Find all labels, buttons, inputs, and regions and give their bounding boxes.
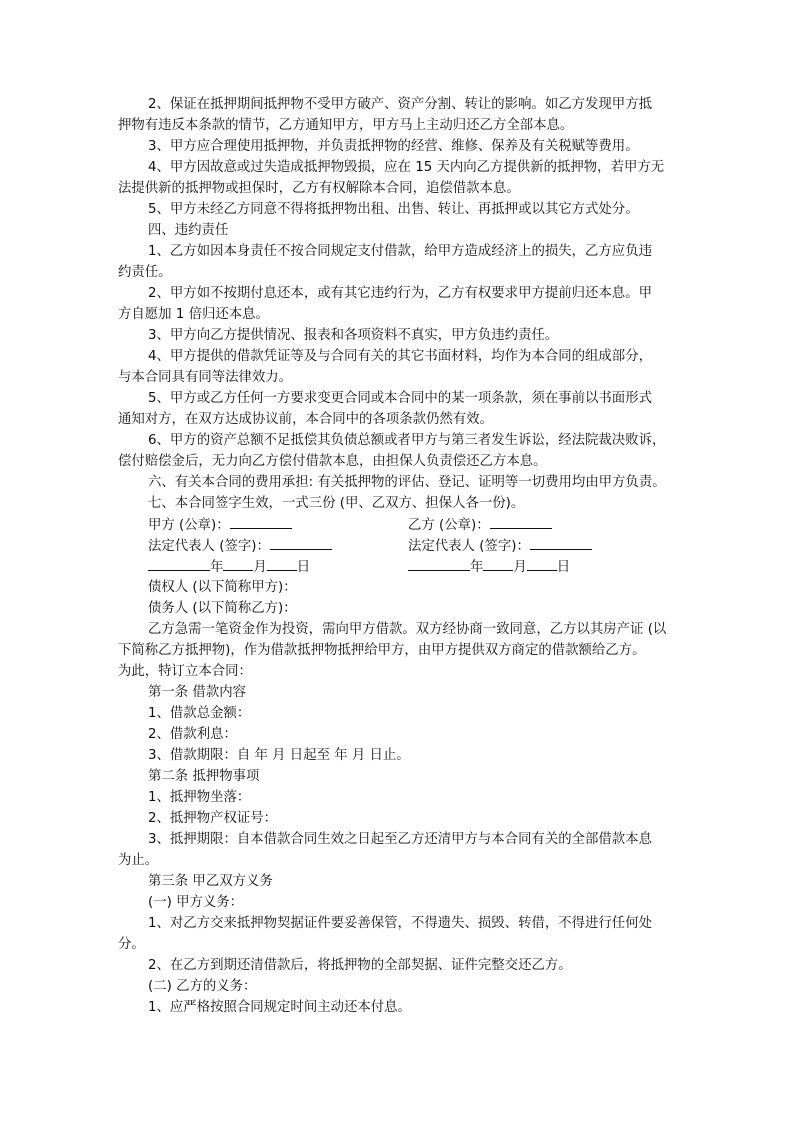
text-line: 约责任。 <box>118 265 172 280</box>
text-line: 6、甲方的资产总额不足抵偿其负债总额或者甲方与第三者发生诉讼，经法院裁决败诉， <box>148 433 666 448</box>
representative-row <box>118 535 678 556</box>
document-page <box>118 94 678 1018</box>
party-a-date: 年 月 日 <box>148 556 310 578</box>
text-line: 第二条 抵押物事项 <box>148 769 260 784</box>
text-line: 四、违约责任 <box>148 223 229 238</box>
text-line: 偿付赔偿金后，无力向乙方偿付借款本息，由担保人负责偿还乙方本息。 <box>118 454 547 469</box>
party-a-seal: 甲方 (公章)： <box>148 514 292 536</box>
text-line: 与本合同具有同等法律效力。 <box>118 370 293 385</box>
text-line: 5、甲方未经乙方同意不得将抵押物出租、出售、转让、再抵押或以其它方式处分。 <box>148 202 639 217</box>
text-line: 4、甲方提供的借款凭证等及与合同有关的其它书面材料，均作为本合同的组成部分， <box>148 349 652 364</box>
text-line: 2、保证在抵押期间抵押物不受甲方破产、资产分割、转让的影响。如乙方发现甲方抵 <box>148 97 652 112</box>
party-a-representative: 法定代表人 (签字)： <box>148 535 332 557</box>
text-line: 乙方急需一笔资金作为投资，需向甲方借款。双方经协商一致同意，乙方以其房产证 (以 <box>148 622 667 637</box>
text-line: 3、借款期限：自 年 月 日起至 年 月 日止。 <box>148 748 410 763</box>
text-line: (二) 乙方的义务： <box>148 979 257 994</box>
text-line: 2、甲方如不按期付息还本，或有其它违约行为，乙方有权要求甲方提前归还本息。甲 <box>148 286 652 301</box>
text-line: 2、在乙方到期还清借款后，将抵押物的全部契据、证件完整交还乙方。 <box>148 958 572 973</box>
text-line: 法提供新的抵押物或担保时，乙方有权解除本合同，追偿借款本息。 <box>118 181 520 196</box>
party-b-seal: 乙方 (公章)： <box>408 514 552 536</box>
text-line: 分。 <box>118 937 145 952</box>
text-line: 下简称乙方抵押物)，作为借款抵押物抵押给甲方，由甲方提供双方商定的借款额给乙方。 <box>118 643 646 658</box>
text-line: 1、抵押物坐落： <box>148 790 251 805</box>
text-line: 3、抵押期限：自本借款合同生效之日起至乙方还清甲方与本合同有关的全部借款本息 <box>148 832 652 847</box>
text-line: 为止。 <box>118 853 159 868</box>
text-line: 债权人 (以下简称甲方)： <box>148 580 297 595</box>
text-line: 押物有违反本条款的情节，乙方通知甲方，甲方马上主动归还乙方全部本息。 <box>118 118 574 133</box>
text-line: 1、借款总金额： <box>148 706 251 721</box>
text-line: 3、甲方应合理使用抵押物，并负责抵押物的经营、维修、保养及有关税赋等费用。 <box>148 139 639 154</box>
text-line: (一) 甲方义务： <box>148 895 244 910</box>
text-line: 方自愿加 1 倍归还本息。 <box>118 307 269 322</box>
text-line: 5、甲方或乙方任何一方要求变更合同或本合同中的某一项条款，须在事前以书面形式 <box>148 391 652 406</box>
text-line: 第一条 借款内容 <box>148 685 246 700</box>
text-line: 3、甲方向乙方提供情况、报表和各项资料不真实，甲方负违约责任。 <box>148 328 559 343</box>
text-line: 1、对乙方交来抵押物契据证件要妥善保管，不得遗失、损毁、转借，不得进行任何处 <box>148 916 652 931</box>
date-row <box>118 556 678 577</box>
text-line: 七、本合同签字生效，一式三份 (甲、乙双方、担保人各一份)。 <box>148 496 525 511</box>
text-line: 通知对方，在双方达成协议前，本合同中的各项条款仍然有效。 <box>118 412 493 427</box>
text-line: 1、应严格按照合同规定时间主动还本付息。 <box>148 1000 411 1015</box>
party-b-representative: 法定代表人 (签字)： <box>408 535 592 557</box>
seal-row <box>118 514 678 535</box>
text-line: 1、乙方如因本身责任不按合同规定支付借款，给甲方造成经济上的损失，乙方应负违 <box>148 244 652 259</box>
contract-clauses-part-2 <box>118 577 678 1018</box>
party-b-date: 年 月 日 <box>408 556 570 578</box>
text-line: 2、抵押物产权证号： <box>148 811 278 826</box>
signature-block <box>118 514 678 577</box>
text-line: 4、甲方因故意或过失造成抵押物毁损，应在 15 天内向乙方提供新的抵押物，若甲方无 <box>148 160 665 175</box>
contract-clauses-part-1 <box>118 94 678 514</box>
text-line: 2、借款利息： <box>148 727 237 742</box>
text-line: 债务人 (以下简称乙方)： <box>148 601 297 616</box>
text-line: 第三条 甲乙双方义务 <box>148 874 273 889</box>
text-line: 六、有关本合同的费用承担: 有关抵押物的评估、登记、证明等一切费用均由甲方负责。 <box>148 475 666 490</box>
text-line: 为此，特订立本合同： <box>118 664 252 679</box>
